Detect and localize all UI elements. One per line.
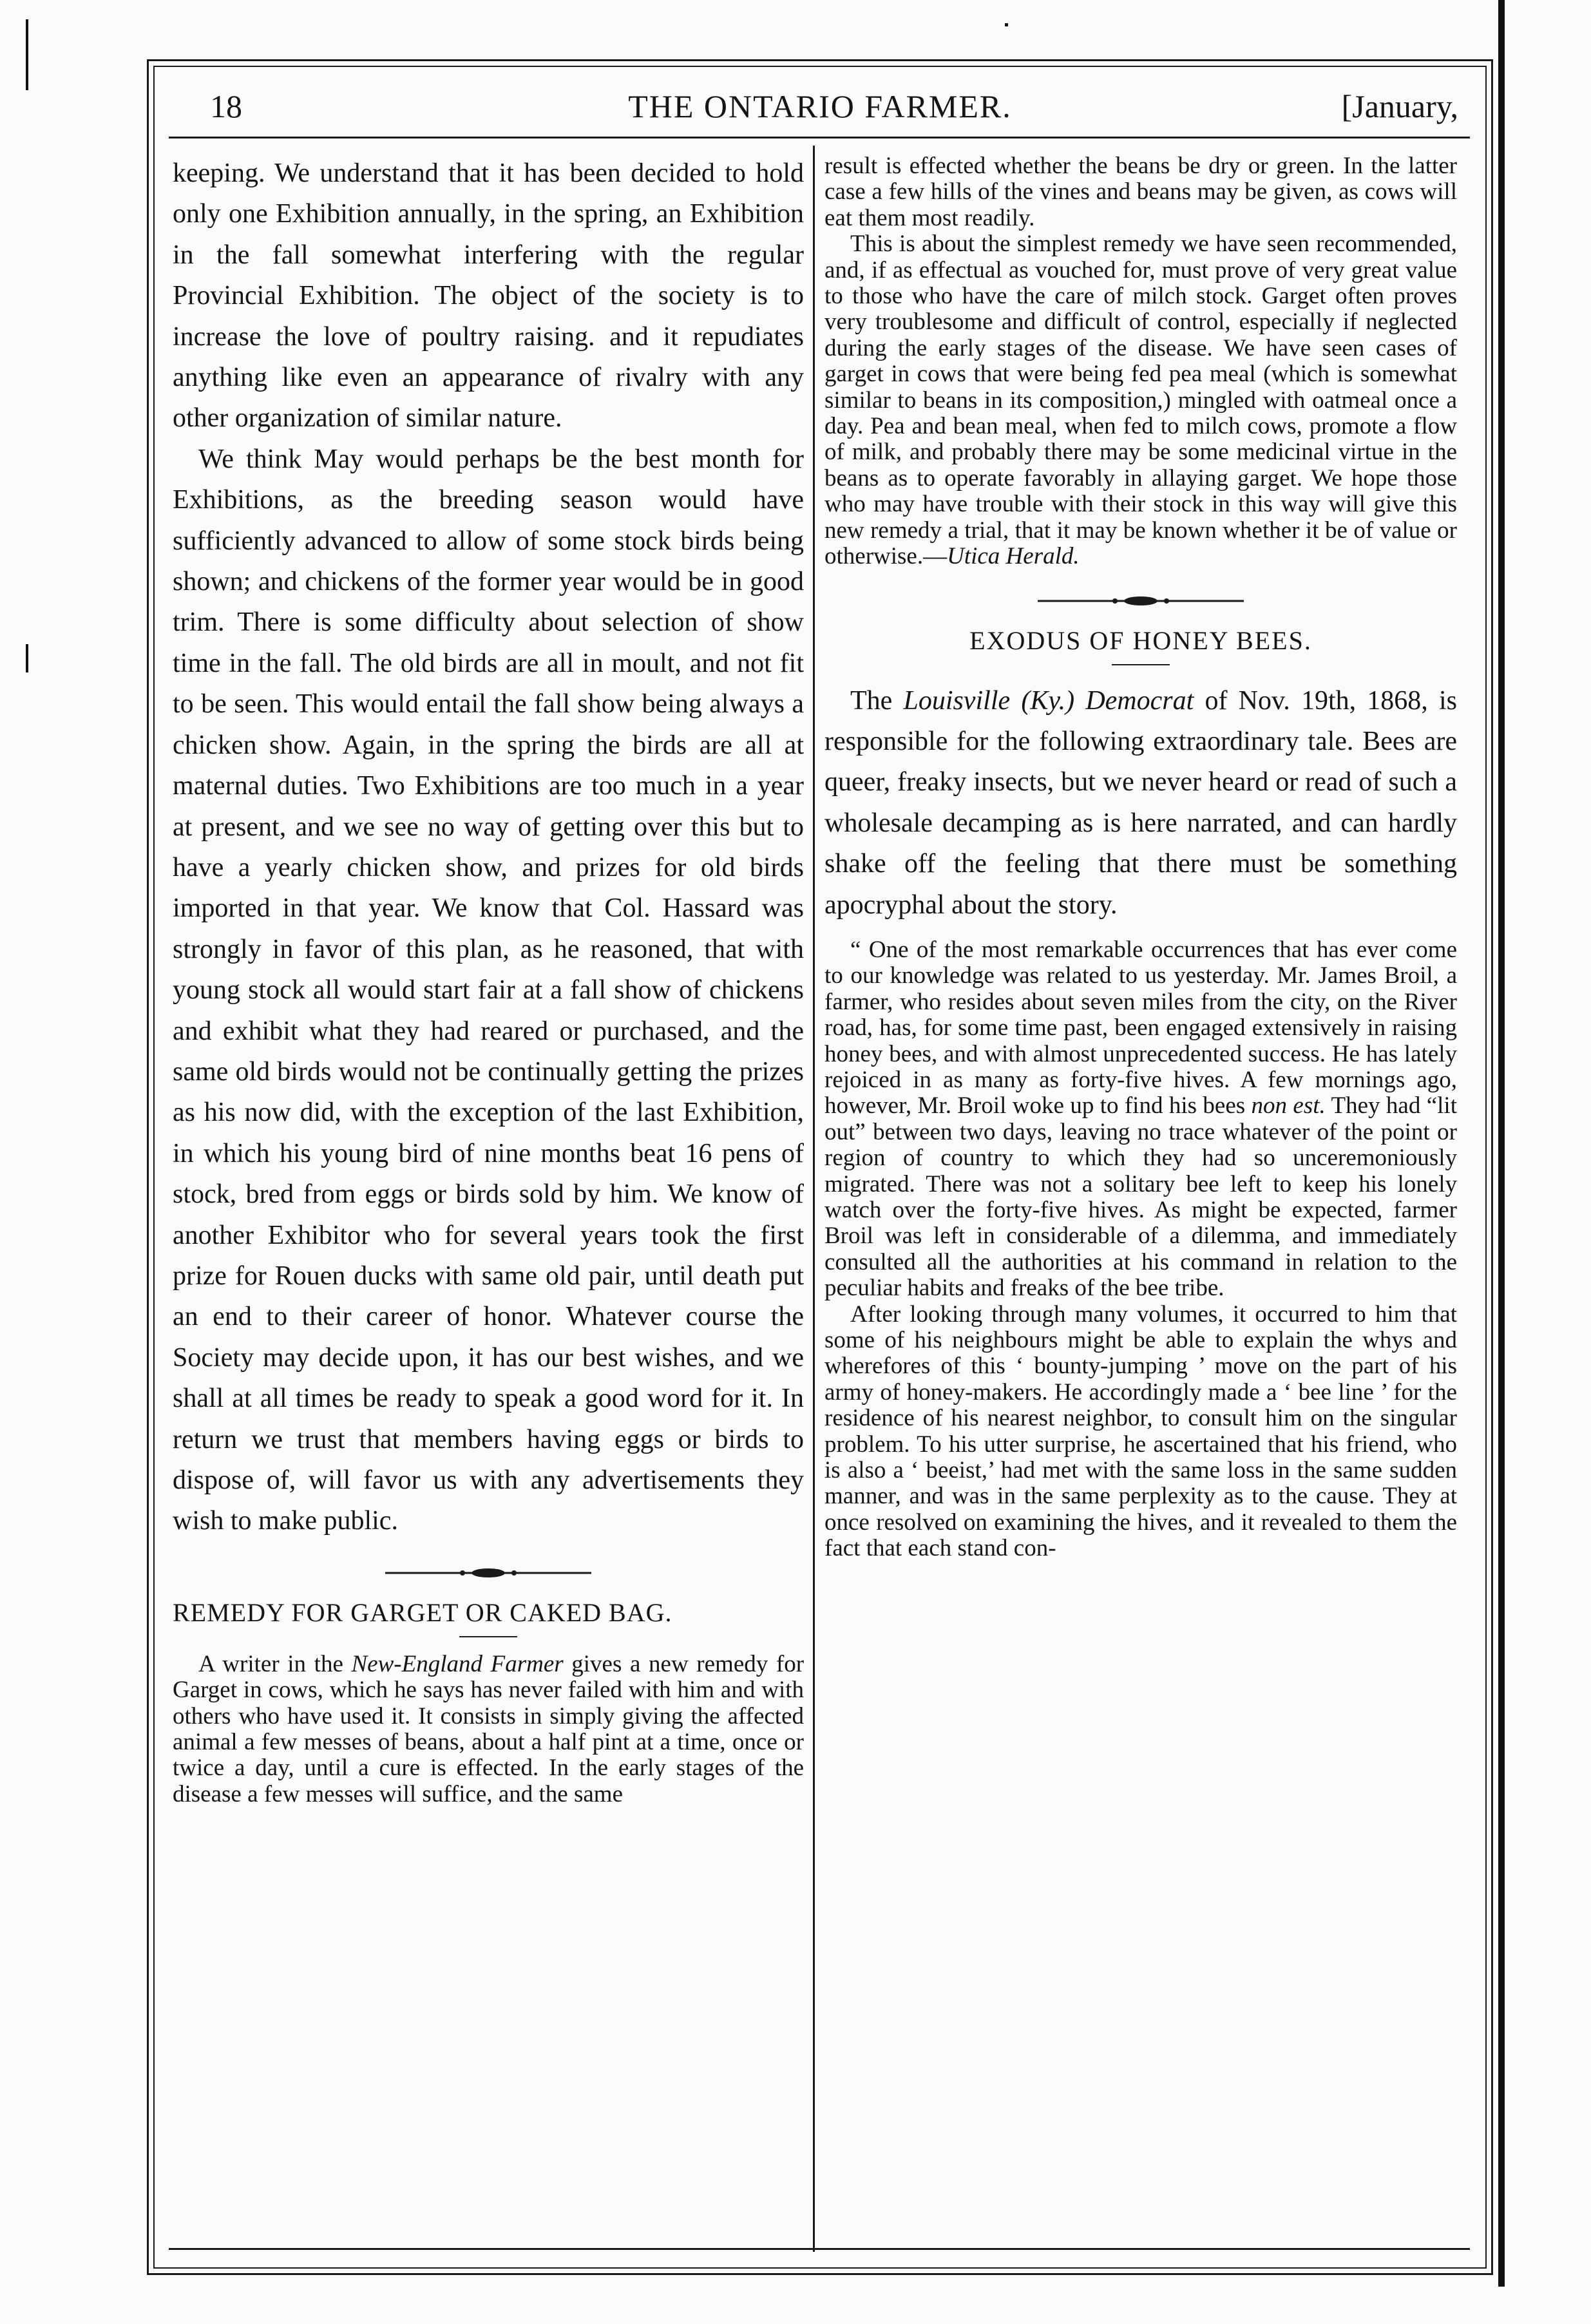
publication-name: Utica Herald. — [947, 543, 1080, 570]
margin-mark — [26, 644, 28, 672]
text-run: A writer in the — [198, 1650, 343, 1677]
header-rule — [169, 137, 1470, 138]
article-paragraph: keeping. We understand that it has been decided to hold only one Exhibition annually, in the spring, an Exhibition in the fall somewhat interfering with the regular Provincial Exhibition. The object of the society is to increase the love of poultry raising. and it repudiates anything like even an appearance of rivalry with any other organization of similar nature. — [173, 158, 804, 433]
title-rule — [1112, 664, 1170, 665]
article-paragraph — [824, 681, 1457, 926]
text-run: of Nov. 19th, 1868, is responsible for the following extraordinary tale. Bees are queer, freaky insects, but we never heard or read of such a wholesale decamping as is here narrated, and can hardly shake off the feeling that there must be something apocryphal about the story. — [824, 685, 1457, 920]
article-paragraph: After looking through many volumes, it occurred to him that some of his neighbours might be able to explain the whys and wherefores of this ‘ bounty-jumping ’ move on the part of his army of honey-makers. He accordingly made a ‘ bee line ’ for the residence of his nearest neighbor, to consult him on the singular problem. To his utter surprise, he ascertained that his friend, who is also a ‘ beeist,’ had met with the same loss in the same sudden manner, and was in the same perplexity as to the cause. They at once resolved on examining the hives, and it revealed to them the fact that each stand con- — [824, 1300, 1457, 1562]
publication-name: Louisville (Ky.) Democrat — [903, 685, 1194, 716]
section-divider — [173, 1567, 804, 1579]
section-title: EXODUS OF HONEY BEES. — [969, 625, 1312, 655]
ink-dot — [1005, 23, 1008, 26]
text-run: This is about the simplest remedy we have seen recommended, and, if as effectual as vouched for, must prove of very great value to those who have the care of milch stock. Garget often proves very troublesome and difficult of control, especially if neglected during the early stages of the disease. We have seen cases of garget in cows that were being fed pea meal (which is somewhat similar to beans in its composition,) mingled with oatmeal once a day. Pea and bean meal, when fed to milch cows, promote a flow of milk, and probably there may be some medicinal virtue in the beans as to operate favorably in allaying garget. We hope those who may have trouble with their stock in this way will give this new remedy a trial, that it may be known whether it be of value or otherwise.— — [824, 231, 1457, 570]
right-column — [824, 153, 1457, 1562]
section-title: REMEDY FOR GARGET OR CAKED BAG. — [173, 1597, 672, 1627]
text-run: “ One of the most remarkable occurrences that has ever come to our knowledge was related to us yesterday. Mr. James Broil, a farmer, who resides about seven miles from the city, on the River road, has, for some time past, been engaged extensively in raising honey bees, and with almost unprecedented success. He has lately rejoiced in as many as forty-five hives. A few mornings ago, however, Mr. Broil woke up to find his bees — [824, 936, 1457, 1119]
article-paragraph — [173, 1652, 804, 1807]
section-divider — [824, 595, 1457, 607]
publication-name: New-England Farmer — [351, 1650, 564, 1677]
margin-mark — [26, 19, 28, 90]
article-paragraph: result is effected whether the beans be dry or green. In the latter case a few hills of the vines and beans may be given, as cows will eat them most readily. — [824, 153, 1457, 231]
latin-phrase: non est. — [1251, 1092, 1326, 1119]
page-number: 18 — [210, 88, 242, 124]
title-rule — [459, 1636, 517, 1637]
page-edge — [1498, 0, 1505, 2287]
left-column — [173, 153, 804, 1807]
article-paragraph — [824, 937, 1457, 1302]
column-divider — [813, 146, 815, 2252]
text-run: gives a new remedy for Garget in cows, which he says has never failed with him and with others who have used it. It consists in simply giving the affected animal a few messes of beans, about a half pint at a time, once or twice a day, until a cure is effected. In the early stages of the disease a few messes will suffice, and the same — [173, 1650, 805, 1807]
article-paragraph: We think May would perhaps be the best month for Exhibitions, as the breeding season would have sufficiently advanced to allow of some stock birds being shown; and chickens of the former year would be in good trim. There is some difficulty about selection of show time in the fall. The old birds are all in moult, and not fit to be seen. This would entail the fall show being always a chicken show. Again, in the spring the birds are all at maternal duties. Two Exhibitions are too much in a year at present, and we see no way of getting over this but to have a yearly chicken show, and prizes for old birds imported in that year. We know that Col. Hassard was strongly in favor of this plan, as he reasoned, that with young stock all would start fair at a fall show of chickens and exhibit what they had reared or purchased, and the same old birds would not be continually getting the prizes as his now did, with the exception of the last Exhibition, in which his young bird of nine months beat 16 pens of stock, bred from eggs or birds sold by him. We know of another Exhibitor who for several years took the first prize for Rouen ducks with same old pair, until death put an end to their career of honor. Whatever course the Society may decide upon, it has our best wishes, and we shall at all times be ready to speak a good word for it. In return we trust that members having eggs or birds to dispose of, will favor us with any advertisements they wish to make public. — [173, 444, 804, 1536]
text-run: They had “lit out” between two days, leaving no trace whatever of the point or region of country to which they had so unceremoniously migrated. There was not a solitary bee left to keep his lonely watch over the forty-five hives. As might be expected, farmer Broil was left in considerable of a dilemma, and immediately consulted all the authorities at his command in relation to the peculiar habits and freaks of the bee tribe. — [824, 1092, 1457, 1302]
article-paragraph — [824, 231, 1457, 569]
text-run: The — [850, 685, 893, 716]
footer-rule — [169, 2248, 1470, 2250]
issue-month: [January, — [1341, 88, 1458, 124]
running-header — [173, 84, 1467, 129]
journal-title: THE ONTARIO FARMER. — [628, 88, 1012, 124]
